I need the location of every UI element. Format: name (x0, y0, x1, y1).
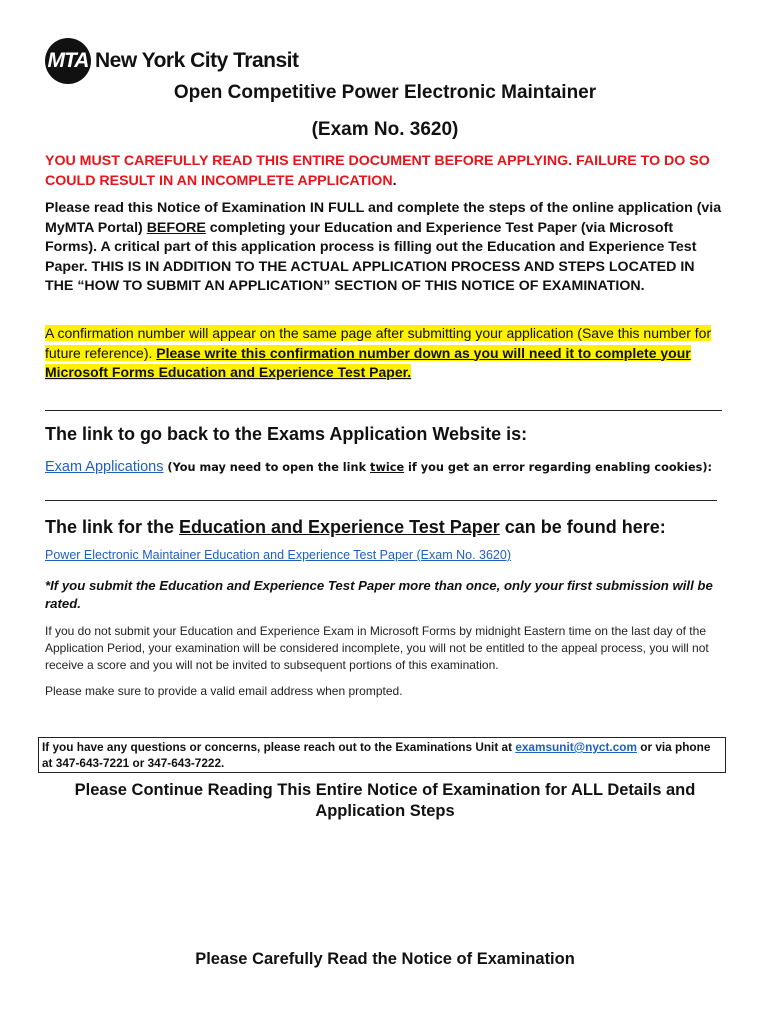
paper-heading-suffix: can be found here: (499, 517, 666, 537)
document-title: Open Competitive Power Electronic Maintainer (173, 82, 597, 103)
intro-part2: completing your Education and Experience Test Paper (via Microsoft Forms). A critical part of this application process is filling out the Education and Experience Test Paper. THIS IS IN ADDITION TO THE ACTUAL APPLICATION PROCESS AND STEPS LOCATED IN THE “HOW TO SUBMIT AN APPLICATION” SECTION OF THIS NOTICE OF EXAMINATION. (45, 219, 697, 294)
divider-1 (45, 410, 722, 411)
cookie-note-emph: twice (370, 461, 405, 474)
divider-2 (45, 500, 717, 501)
cookie-note-prefix: (You may need to open the link (163, 461, 371, 474)
exam-applications-link[interactable]: Exam Applications (45, 459, 164, 475)
paper-heading-prefix: The link for the (45, 517, 180, 537)
warning-period: . (392, 173, 397, 189)
paper-heading (45, 517, 666, 538)
exams-link-line (45, 458, 712, 475)
intro-part1: Please read this Notice of Examination IN FULL and complete the steps of the online application (via MyMTA Portal) (45, 200, 722, 236)
exam-number: (Exam No. 3620) (311, 119, 459, 140)
mta-badge: MTA (45, 38, 91, 84)
warning-notice (45, 151, 725, 191)
contact-suffix: or via phone at 347-643-7221 or 347-643-7222. (42, 740, 711, 770)
paper-heading-link: Education and Experience Test Paper (179, 517, 500, 537)
continue-reading-notice: Please Continue Reading This Entire Notice of Examination for ALL Details and Application Steps (74, 781, 696, 820)
intro-paragraph (45, 199, 725, 297)
deadline-paragraph: If you do not submit your Education and Experience Exam in Microsoft Forms by midnight Eastern time on the last day of the Application Period, your examination will be considered incomplete, you will not be entitled to the appeal process, you will not receive a score and you will not be invited to subsequent portions of this examination. (45, 624, 709, 672)
email-paragraph: Please make sure to provide a valid email address when prompted. (45, 684, 403, 698)
test-paper-link-text[interactable]: Power Electronic Maintainer Education and Experience Test Paper (Exam No. 3620) (45, 548, 511, 562)
exams-heading: The link to go back to the Exams Application Website is: (45, 424, 528, 444)
test-paper-link[interactable] (45, 548, 511, 562)
mta-logo (45, 38, 298, 84)
cookie-note-suffix: if you get an error regarding enabling cookies): (404, 461, 713, 474)
contact-box (38, 737, 726, 773)
confirmation-paragraph (45, 324, 725, 383)
agency-name: New York City Transit (95, 49, 299, 72)
intro-before: BEFORE (146, 219, 206, 236)
contact-prefix: If you have any questions or concerns, please reach out to the Examinations Unit at (42, 740, 516, 754)
submission-note: *If you submit the Education and Experience Test Paper more than once, only your first submission will be rated. (45, 578, 713, 611)
contact-email-link[interactable]: examsunit@nyct.com (515, 740, 637, 754)
warning-text: YOU MUST CAREFULLY READ THIS ENTIRE DOCUMENT BEFORE APPLYING. FAILURE TO DO SO COULD RESULT IN AN INCOMPLETE APPLICATION (45, 153, 710, 189)
confirmation-bold: Please write this confirmation number down as you will need it to complete your Microsoft Forms Education and Experience Test Paper. (45, 344, 691, 380)
footer-notice: Please Carefully Read the Notice of Examination (195, 950, 575, 968)
confirmation-text: A confirmation number will appear on the same page after submitting your application (Save this number for future reference). (45, 325, 712, 361)
